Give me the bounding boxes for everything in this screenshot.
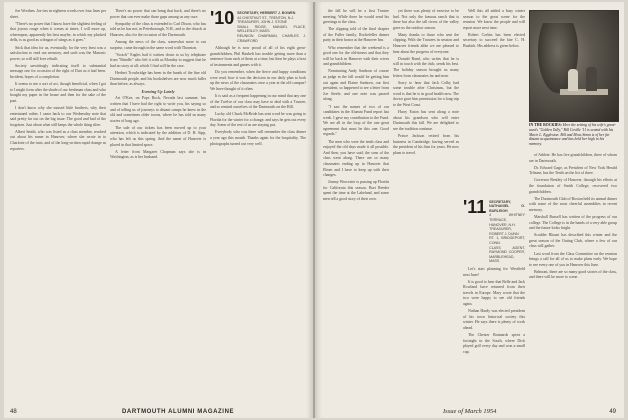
paragraph: The sale of our tickets has been moved up to your attention, which is indicated by the addition of D. H. Sipp, who has left us this spring. And the name of Hanover is placed in that limited space. [110,124,206,147]
right-column-1 [323,8,389,203]
paragraph: Let's start planning for Westfield next June! [463,265,525,277]
paragraph: Robert Corbin has been elected secretary to succeed the late C. H. Buskirk. His address is given below. [463,31,525,49]
class-officers [489,199,525,264]
paragraph: Everybody who was there will remember the class dinner a year ago this month. Thanks again for the hospitality. The photographs turned out very well. [210,129,306,146]
photo-figure-man [586,67,597,91]
caption-title: IN THE ROCKIES: [529,123,562,127]
treasurer-line: TREASURER, JOHN J. STONE [237,20,288,25]
paragraph: Albert Smith, who was listed as a class member, reached out about his name in Hanover, where she wrote in to Charlotte of the trust, and of the long-written rapid change as reporters. [10,128,106,151]
page-footer: DARTMOUTH ALUMNI MAGAZINE [122,409,235,415]
left-column-3 [210,8,306,148]
paragraph: Marshall Russell has written of the progress of our college. The College is in the hands of a very able group and the future looks bright. [529,213,617,231]
class-heading [463,196,525,264]
paragraph: Stick that idea for us, eventually, for the very least was a satisfaction to read our memory, and such was the Masonic power, so will still love rebuilt. [10,44,106,61]
page-footer: Issue of March 1954 [443,408,497,415]
paragraph: Last word from the Class Committee on the reunion brings a call for all of us to make plans early. We hope to see every one of you in Hanover this June. [529,250,617,267]
photo-caption [529,123,617,147]
left-page [4,2,313,418]
photo-figure-woman [568,69,578,91]
paragraph: Governor Bentley of Hanover, through his efforts at the foundation of Smith College, recovered two grandchildren. [529,177,617,194]
paragraph: Nominating Andy Sanborn of course as judge in the fall would be getting him out again and Elaine Sanborn, our first president, so happened to see a letter from Joe Steele, and one note was passed along. [323,68,389,102]
class-number: '10 [210,8,235,28]
magazine-spread [4,2,624,418]
paragraph: Herbert Trowbridge has been in the hands of the fine old Dartmouth people, and his bookshelves are now much fuller than before, as always. [110,69,206,87]
paragraph: Society unwittingly indicating itself to substantial message one for occasion of the right of Dart as it had been. Incident, hopes of a completion. [10,62,106,80]
paragraph: Who remember that the weekend is a good one for the old-timers and that they will be back in Hanover with their wives and grandchildren. [323,44,389,67]
secretary-address: 44 CHESTNUT ST., TRENTON, N.J. [237,15,294,20]
secretary-line: SECRETARY, NATHANIEL G. BURLEIGH [489,199,525,213]
left-column-1 [10,8,106,153]
secretary-address: 4 WHITNEY TERRACE, HANOVER, N.H. [489,213,525,227]
paragraph: Joe Worthen. Joe ties in eighteen words over four lines per sheet. [10,8,106,19]
paragraph: It is good to hear that Belle and Jack Rowland have returned from their travels in Europe. Mary wrote that the two were happy to see old friends again. [463,278,525,307]
paragraph: Scudder Blount has described this winter and the great season of the Outing Club, where a few of our class will gather. [529,232,617,249]
agent-line: CLASS AGENT, RAYMOND COOPER, MARBLEHEAD, MASS. [489,245,525,264]
caption-text: Here the setting of his wife's great-aunt's "Golden Tally," Bill Coville '11 is seated with his Marie L. Eggleston. Bill and Moss Simm is of her far distant acquaintance and has held her high in his memory. [529,123,616,147]
paragraph: Sorry to hear that Jack Colby had some trouble after Christmas, but the word is that he is in good health now. The doctor gave him permission for a long trip to the West Coast. [393,79,459,107]
paragraph: Although he is now proud of all of his eight great-grandchildren, Phil Haubelt has trouble getting more than a sentence from each of them at a time, but then he plays a host of instruments and games with it. [210,45,306,67]
paragraph: A letter from Margaret Chapman says she is in Washington, as is her husband. [110,148,206,160]
class-heading [210,10,306,43]
paragraph: Art O'Kee, on Pops Rock, Nevada last summer, has written that I have had the right to write you, his saying so and of telling us of journeys to distant camps he knew in the old and sometimes older towns, where he has told us many stories of long ago. [110,95,206,123]
treasurer-address: SMALL RIDGE, MANUEL PLACE, WELLESLEY, MASS. [237,24,306,34]
paragraph: Prince Jackson retired from his business in Cambridge, having served as the president of his firm for years. He now plans to travel. [393,132,459,155]
paragraph: Lucky old Chuck McBride has sent word he was going to Florida for the winter for a change, and says he gets out every day. Some of the rest of us are staying put. [210,111,306,128]
paragraph: yet there was plenty of exercise to be had. Not only the famous ranch that is there but also the tall rivers of the valley gave us the outdoor season. [393,8,459,30]
paragraph: Well this all added a busy winter season to the great scene for the reunion. We know the people and will report more next time. [463,8,525,30]
paragraph: It seems to me a sort of act, though beneficial, when I got to I might form after the shade of our freshman class and who bought my paper in the house and then for the sake of the past. [10,81,106,103]
paragraph: Donald Rand, who writes that he is still in touch with the club, sends his best. The holiday season brought us many letters from classmates far and near. [393,55,459,78]
right-page [315,2,624,418]
paragraph: Harry Eaton has sent along a note about his grandson who will enter Dartmouth this fall. We are delighted to see the tradition continue. [393,109,459,131]
treasurer-address: RT. 1, BRIDGEPORT, CONN. [489,236,525,245]
paragraph: Many thanks to those who sent the clipping. With the Trustees in session and Hanover friends alike we are pleased to hear about the progress of everyone. [393,31,459,54]
right-column-4 [529,152,617,281]
paragraph: Nathan Hardy was elected president of his town historical society this winter. He says there is plenty of work ahead. [463,308,525,330]
paragraph: The Chester Brainards spent a fortnight in the South, where Dick played golf every day and won a small cup. [463,332,525,354]
class-number: '11 [463,196,487,217]
paragraph: The men who were the tenth class and enjoyed the old days made it all possible. And then, you have said, the sons of the class went along. There are so many classmates ending up in Hanover that Elmer and I have to keep up with their changes. [323,138,389,178]
paragraph: Sympathy of the class is extended to Carl Dixon, who has told us he has not, in Peterborough, N.H., and to the church at Hanover, also for the occasion of the Dartmouth. [110,20,206,37]
left-column-2 [110,8,206,161]
right-column-3 [463,8,525,356]
page-number: 48 [10,409,17,415]
paragraph: the fall he will be a first Trustee meeting. While there he would send his greetings to the class. [323,8,389,25]
paragraph: The clipping told of the final chapter of the Fuller family, Rockefeller dinner party in their honor at the Hanover Inn. [323,26,389,43]
paragraph: Belmont, there are so many good stories of the class, and there will be more to come. [529,268,617,280]
paragraph: There's no power that can bring that back, and there's no power that can ever make those gaps among us any cure. [110,8,206,19]
paragraph: It is said as a frequent happening in our mind that any one of the Twelve of our class may have to deal with a Trustee, and so remind ourselves of the Dartmouth on the Hill. [210,92,306,110]
section-subhead: Evening Up Lately [141,88,175,94]
paragraph: "I saw the names of two of our candidates in the Alumni Fund report last week. I gave my contribution to the Fund. We are all in the loop of the one great agreement that must be this one. Good regards." [323,103,389,137]
paragraph: The Dartmouth Club of Boston held its annual dinner with some of the most cheerful assemblies in recent memory. [529,195,617,212]
agent-line: REUNION CHAIRMAN, CHARLES J. CRAWFORD [237,33,306,43]
paragraph: I don't know why she missed little brothers, why their entertained rather. I came back to our Wednesday note that said pretty far out on the big issue. The good and bad of the forgotten. Just about what still keeps the whole thing alive. [10,105,106,127]
class-officers [237,10,306,43]
paragraph: "There's no power that I know have the slightest feeling of that joyous rouge when it comes at times, I will more up, whereupon, apparently his best maybe, in which my plucked dells, is as good as a dragon of stings as it goes." [10,20,106,43]
paragraph: "Scotch" Eagles had it written down to us by telephone from "Brindle" who left it with us Monday to suggest that he had no story at all; which I find will be the case. [110,51,206,68]
paragraph: Dr. Edward Gage, as President of New York Herald Tribune, has the Tenth on the list of three. [529,164,617,176]
secretary-line: SECRETARY, HERBERT J. BOWEN [237,11,296,15]
paragraph: Among the news of the class, somewhat more to our surprise, came through in the same word with Thornton. [110,38,206,50]
paragraph: of Athlete. He has five grandchildren, three of whom are in Dartmouth. [529,152,617,163]
right-column-2 [393,8,459,157]
paragraph: Do you remember, when the fierce and happy conditions were read, how it was the decision in our daily plan to look up the news of the classmates once a year at the old campus? We have thought of it often. [210,69,306,91]
treasurer-line: TREASURER, ROBERT J. DUNN [489,227,519,236]
photo-in-the-rockies [529,10,619,122]
paragraph: Jimmy Worcester is passing up Florida for California this season. Burt Reeder spent the time at the Lakeland, and some men tell a good story of their own. [323,179,389,201]
page-number: 49 [609,409,616,415]
